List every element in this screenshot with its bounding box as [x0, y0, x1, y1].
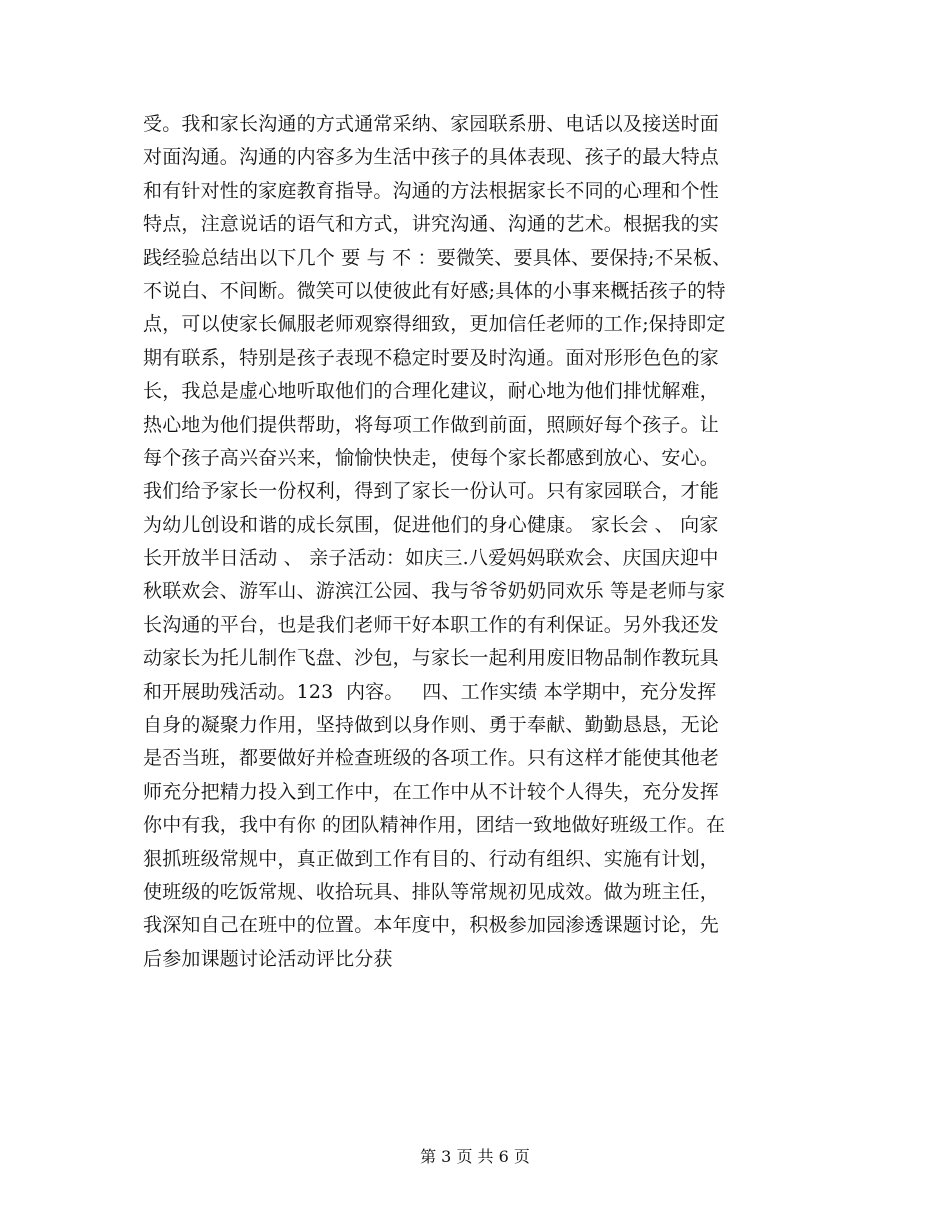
text-line: 特点，注意说话的语气和方式，讲究沟通、沟通的艺术。根据我的实	[143, 213, 720, 236]
text-line: 自身的凝聚力作用，坚持做到以身作则、勇于奉献、勤勤恳恳，无论	[143, 714, 720, 737]
text-line: 使班级的吃饭常规、收拾玩具、排队等常规初见成效。做为班主任，	[143, 880, 720, 903]
body-text	[143, 108, 823, 976]
text-line: 后参加课题讨论活动评比分获	[143, 947, 393, 970]
text-line: 是否当班，都要做好并检查班级的各项工作。只有这样才能使其他老	[143, 747, 720, 770]
text-line: 狠抓班级常规中，真正做到工作有目的、行动有组织、实施有计划，	[143, 847, 720, 870]
text-line: 每个孩子高兴奋兴来，愉愉快快走，使每个家长都感到放心、安心。	[143, 446, 720, 469]
text-line: 不说白、不间断。微笑可以使彼此有好感;具体的小事来概括孩子的特	[143, 279, 726, 302]
text-line: 期有联系，特别是孩子表现不稳定时要及时沟通。面对形形色色的家	[143, 346, 720, 369]
text-line: 长，我总是虚心地听取他们的合理化建议，耐心地为他们排忧解难，	[143, 380, 720, 403]
text-line: 秋联欢会、游军山、游滨江公园、我与爷爷奶奶同欢乐 等是老师与家	[143, 580, 726, 603]
text-line: 动家长为托儿制作飞盘、沙包，与家长一起利用废旧物品制作教玩具	[143, 647, 720, 670]
text-line: 点，可以使家长佩服老师观察得细致，更加信任老师的工作;保持即定	[143, 313, 726, 336]
text-line: 受。我和家长沟通的方式通常采纳、家园联系册、电话以及接送时面	[143, 113, 720, 135]
text-line: 热心地为他们提供帮助，将每项工作做到前面，照顾好每个孩子。让	[143, 413, 720, 436]
text-line: 践经验总结出以下几个 要 与 不 ：要微笑、要具体、要保持;不呆板、	[143, 246, 732, 269]
text-line: 为幼儿创设和谐的成长氛围，促进他们的身心健康。 家长会 、 向家	[143, 513, 719, 536]
text-line: 师充分把精力投入到工作中，在工作中从不计较个人得失，充分发挥	[143, 780, 720, 803]
page-number-footer: 第 3 页 共 6 页	[420, 1147, 530, 1166]
text-line: 和有针对性的家庭教育指导。沟通的方法根据家长不同的心理和个性	[143, 179, 720, 202]
text-line: 你中有我，我中有你 的团队精神作用，团结一致地做好班级工作。在	[143, 814, 726, 837]
text-line: 我深知自己在班中的位置。本年度中，积极参加园渗透课题讨论，先	[143, 914, 720, 937]
text-line: 对面沟通。沟通的内容多为生活中孩子的具体表现、孩子的最大特点	[143, 146, 720, 169]
text-line: 和开展助残活动。123 内容。 四、工作实绩 本学期中，充分发挥	[143, 680, 717, 703]
text-line: 长沟通的平台，也是我们老师干好本职工作的有利保证。另外我还发	[143, 613, 720, 636]
text-line: 我们给予家长一份权利，得到了家长一份认可。只有家园联合，才能	[143, 480, 720, 503]
text-line: 长开放半日活动 、 亲子活动：如庆三.八爱妈妈联欢会、庆国庆迎中	[143, 547, 719, 570]
